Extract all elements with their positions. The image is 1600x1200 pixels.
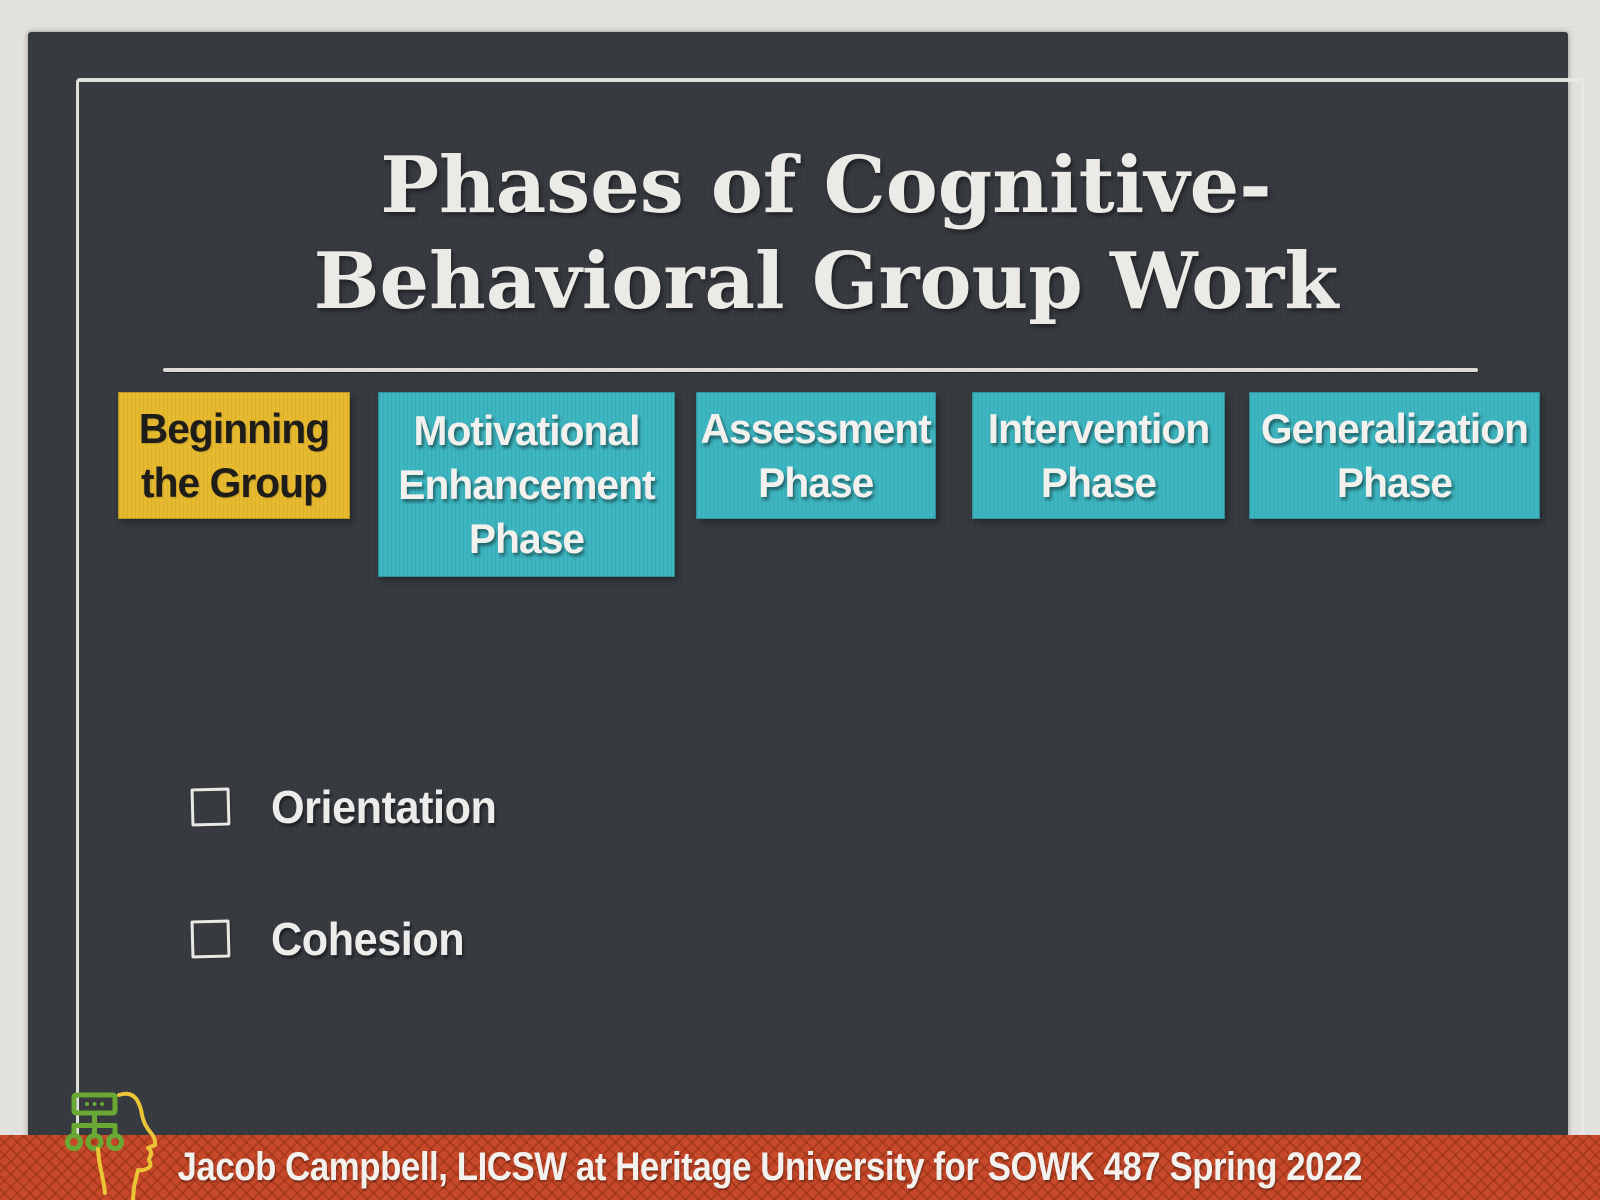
checklist-item-label: Orientation	[271, 781, 497, 833]
slide-title-line1: Phases of Cognitive-	[380, 140, 1272, 231]
phase-tab-beginning-the-group[interactable]	[118, 392, 350, 519]
slide-title	[56, 138, 1596, 330]
footer-bar	[0, 1135, 1600, 1200]
phase-tab-intervention[interactable]	[972, 392, 1225, 519]
unchecked-checkbox-icon[interactable]	[191, 787, 231, 826]
checklist-item-cohesion	[191, 913, 477, 965]
phase-tab-generalization[interactable]	[1249, 392, 1540, 519]
phase-tab-label: Generalization Phase	[1260, 404, 1529, 506]
phase-tab-label: Motivational Enhancement Phase	[398, 406, 655, 562]
slide-surface	[28, 32, 1568, 1200]
flowchart-dots	[85, 1102, 104, 1106]
head-flowchart-logo	[55, 1062, 187, 1200]
slide-title-line2: Behavioral Group Work	[313, 236, 1339, 327]
footer-credit: Jacob Campbell, LICSW at Heritage University for SOWK 487 Spring 2022	[177, 1145, 1363, 1189]
checklist-item-orientation	[191, 781, 511, 833]
phase-tab-motivational-enhancement[interactable]	[378, 392, 675, 577]
phase-tab-label: Intervention Phase	[987, 404, 1210, 506]
title-divider	[163, 368, 1478, 372]
unchecked-checkbox-icon[interactable]	[191, 919, 231, 958]
phase-tab-label: Beginning the Group	[138, 404, 330, 506]
checklist-item-label: Cohesion	[271, 913, 465, 965]
phase-tab-assessment[interactable]	[696, 392, 936, 519]
phase-tab-label: Assessment Phase	[700, 404, 932, 506]
head-profile-icon	[98, 1094, 155, 1199]
